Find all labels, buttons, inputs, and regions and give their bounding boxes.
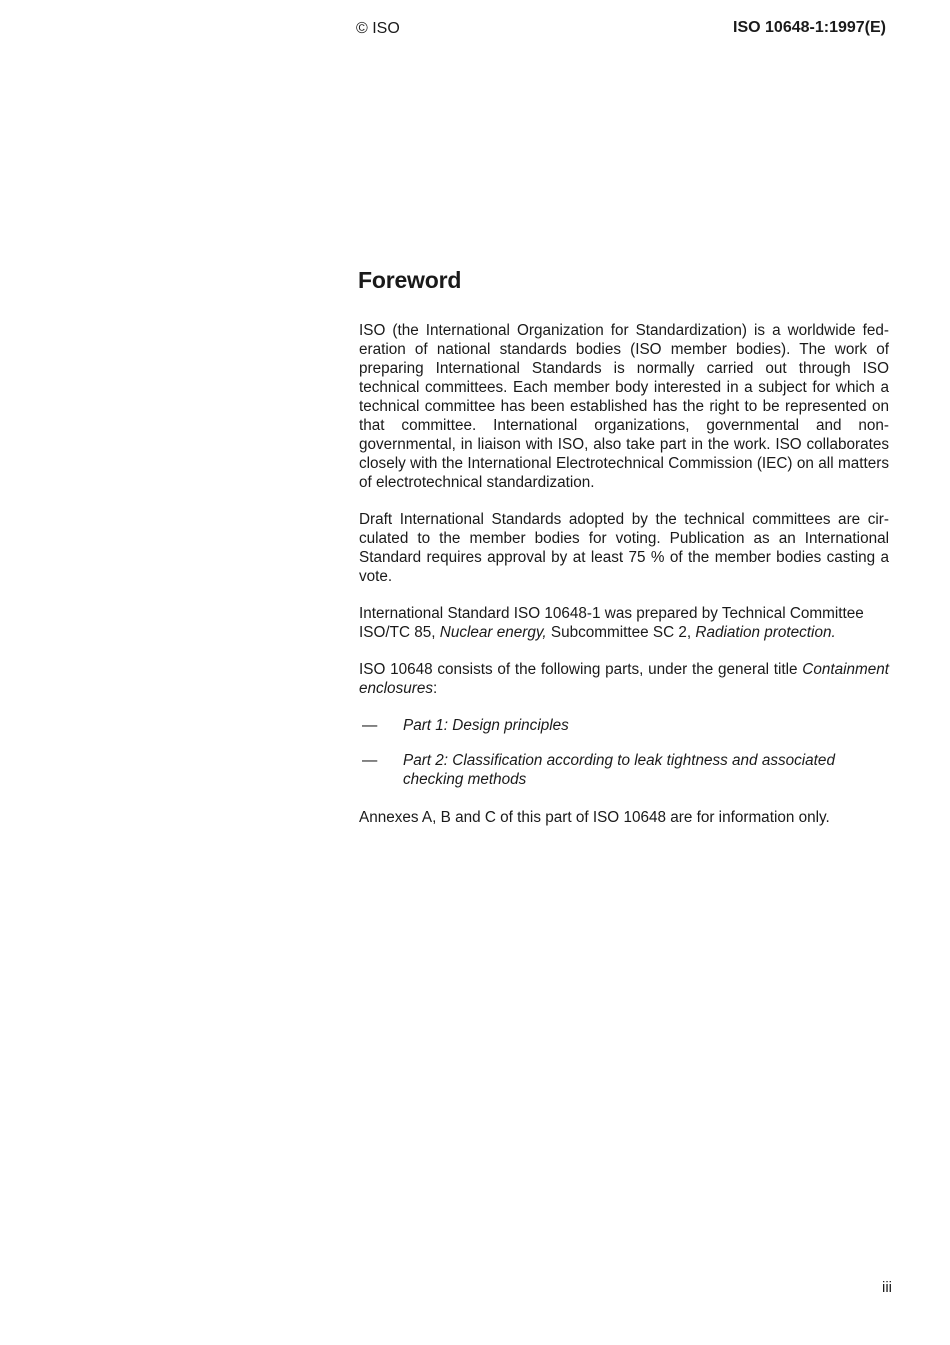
subcommittee-text: Subcommittee SC 2, [546, 624, 696, 641]
foreword-body [359, 321, 889, 845]
paragraph-prepared-by [359, 604, 889, 642]
page-title: Foreword [358, 267, 462, 293]
list-item-text: Part 2: Classification according to leak tightness and associated checking methods [403, 752, 835, 788]
parts-list [359, 716, 889, 789]
list-dash: — [362, 752, 378, 769]
list-dash: — [362, 717, 378, 734]
list-item [359, 716, 889, 735]
paragraph-annexes: Annexes A, B and C of this part of ISO 10648 are for information only. [359, 809, 830, 826]
general-title: Containment enclosures [359, 661, 889, 697]
parts-intro-text: ISO 10648 consists of the following parts, under the general title [359, 661, 803, 678]
committee-name: Nuclear energy, [439, 624, 547, 641]
paragraph-draft-standards: Draft International Standards adopted by the technical committees are cir-culated to the member bodies for voting. Publication as an International Standard requires approval by at least 75 % of the member bodies casting a vote. [359, 511, 889, 585]
paragraph-parts-intro [359, 660, 889, 698]
paragraph-iso-description: ISO (the International Organization for Standardization) is a worldwide fed-eration of national standards bodies (ISO member bodies). The work of preparing International Standards is normally carried out through ISO technical committees. Each member body interested in a subject for which a technical committee has been established has the right to be represented on that committee. International organizations, governmental and non-governmental, in liaison with ISO, also take part in the work. ISO collaborates closely with the International Electrotechnical Commission (IEC) on all matters of electrotechnical standardization. [359, 322, 889, 491]
subcommittee-name: Radiation protection. [695, 624, 836, 641]
list-item [359, 751, 889, 789]
parts-intro-colon: : [432, 680, 438, 697]
list-item-text: Part 1: Design principles [403, 717, 569, 734]
prepared-by-text: International Standard ISO 10648-1 was prepared by Technical Committee ISO/TC 85, [359, 605, 864, 641]
document-id: ISO 10648-1:1997(E) [733, 19, 886, 36]
page-number: iii [882, 1279, 892, 1296]
copyright-mark: © ISO [356, 20, 400, 37]
